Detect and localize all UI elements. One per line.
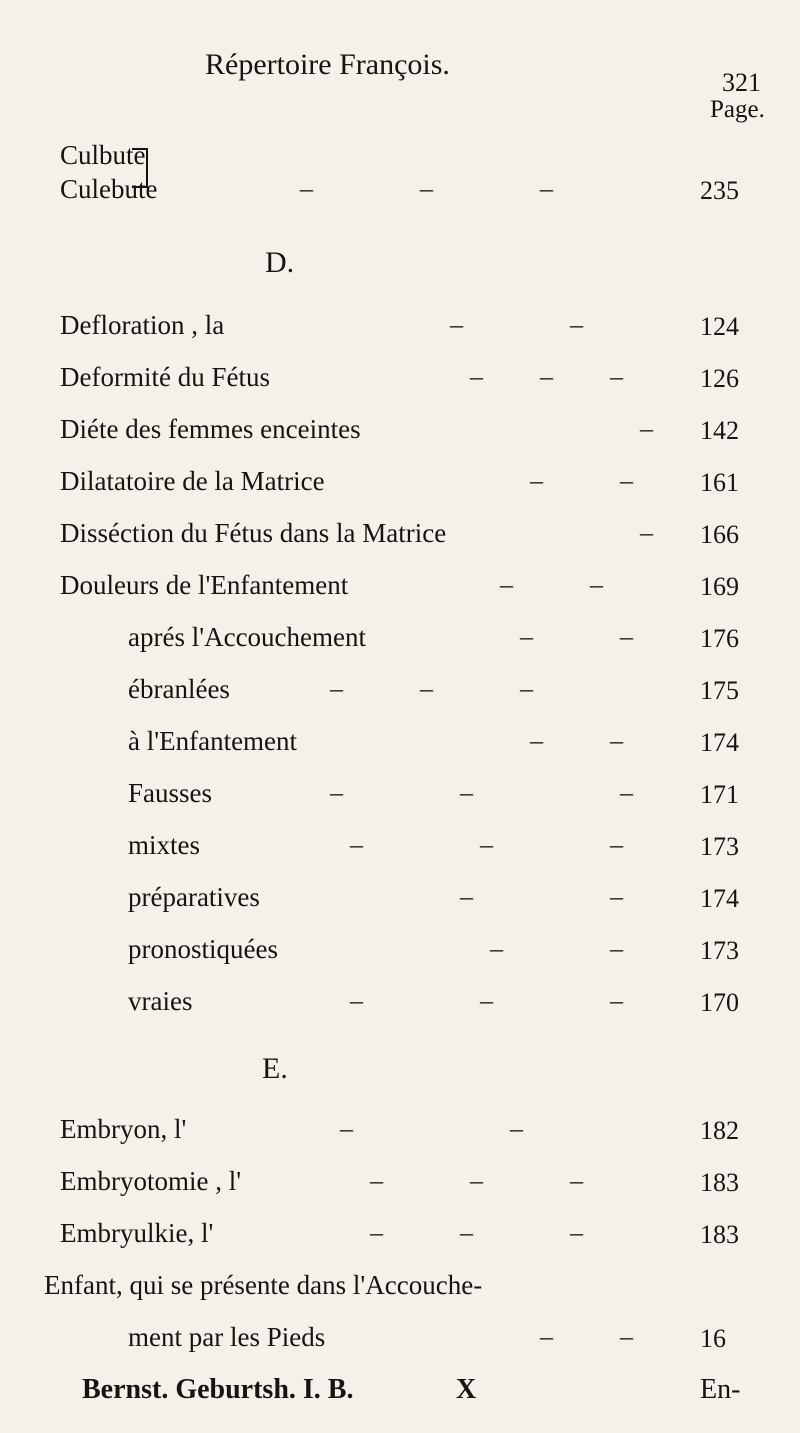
- leader-dash: –: [370, 1166, 383, 1195]
- leader-dash: –: [520, 674, 533, 703]
- page-ref: 126: [700, 364, 739, 393]
- leader-dash: –: [610, 882, 623, 911]
- leader-dash: –: [510, 1114, 523, 1143]
- index-entry: Disséction du Fétus dans la Matrice: [60, 518, 447, 548]
- leader-dash: –: [500, 570, 513, 599]
- leader-dash: –: [620, 778, 633, 807]
- leader-dash: –: [610, 986, 623, 1015]
- leader-dash: –: [490, 934, 503, 963]
- leader-dash: –: [530, 726, 543, 755]
- leader-dash: –: [480, 830, 493, 859]
- index-entry: Defloration , la: [60, 310, 225, 340]
- leader-dash: –: [420, 674, 433, 703]
- index-entry: Enfant, qui se présente dans l'Accouche-: [44, 1270, 483, 1300]
- leader-dash: –: [610, 362, 623, 391]
- index-entry: Diéte des femmes enceintes: [60, 414, 361, 444]
- index-subentry: aprés l'Accouchement: [128, 622, 367, 652]
- leader-dash: –: [610, 726, 623, 755]
- leader-dash: –: [350, 986, 363, 1015]
- index-subentry: vraies: [128, 986, 193, 1016]
- index-entry-continuation: ment par les Pieds: [128, 1322, 326, 1352]
- index-entry: Embryotomie , l': [60, 1166, 242, 1196]
- index-subentry: préparatives: [128, 882, 260, 912]
- leader-dash: –: [590, 570, 603, 599]
- page-ref: 169: [700, 572, 739, 601]
- leader-dash: –: [530, 466, 543, 495]
- page-ref: 142: [700, 416, 739, 445]
- leader-dash: –: [330, 674, 343, 703]
- index-entry: Dilatatoire de la Matrice: [60, 466, 325, 496]
- page-ref: 183: [700, 1168, 739, 1197]
- leader-dash: –: [540, 362, 553, 391]
- leader-dash: –: [470, 1166, 483, 1195]
- index-subentry: à l'Enfantement: [128, 726, 298, 756]
- leader-dash: –: [610, 830, 623, 859]
- leader-dash: –: [620, 466, 633, 495]
- section-letter-d: D.: [265, 246, 295, 279]
- leader-dash: –: [460, 778, 473, 807]
- page-ref: 124: [700, 312, 739, 341]
- page-ref: 182: [700, 1116, 739, 1145]
- leader-dash: –: [570, 1166, 583, 1195]
- index-entry: Embryulkie, l': [60, 1218, 214, 1248]
- index-subentry: mixtes: [128, 830, 200, 860]
- leader-dash: –: [350, 830, 363, 859]
- leader-dash: –: [460, 882, 473, 911]
- leader-dash: –: [450, 310, 463, 339]
- leader-dash: –: [330, 778, 343, 807]
- page-ref: 161: [700, 468, 739, 497]
- page-ref: 166: [700, 520, 739, 549]
- leader-dash: –: [520, 622, 533, 651]
- index-entry: Deformité du Fétus: [60, 362, 270, 392]
- page-ref: 170: [700, 988, 739, 1017]
- page-number: 321: [722, 68, 761, 97]
- running-title: Répertoire François.: [205, 48, 450, 81]
- index-entry: Culebute: [60, 174, 158, 204]
- index-subentry: Fausses: [128, 778, 213, 808]
- leader-dash: –: [300, 174, 313, 203]
- index-subentry: ébranlées: [128, 674, 230, 704]
- leader-dash: –: [640, 414, 653, 443]
- page-ref: 175: [700, 676, 739, 705]
- page-ref: 171: [700, 780, 739, 809]
- page-ref: 173: [700, 936, 739, 965]
- leader-dash: –: [570, 310, 583, 339]
- page-ref: 183: [700, 1220, 739, 1249]
- index-entry: Culbute: [60, 140, 146, 170]
- leader-dash: –: [620, 622, 633, 651]
- page-ref: 16: [700, 1324, 726, 1353]
- leader-dash: –: [470, 362, 483, 391]
- catchword: En-: [700, 1374, 741, 1405]
- leader-dash: –: [540, 174, 553, 203]
- leader-dash: –: [610, 934, 623, 963]
- leader-dash: –: [640, 518, 653, 547]
- leader-dash: –: [460, 1218, 473, 1247]
- page-ref: 174: [700, 884, 739, 913]
- page-ref: 173: [700, 832, 739, 861]
- index-entry: Embryon, l': [60, 1114, 187, 1144]
- leader-dash: –: [370, 1218, 383, 1247]
- leader-dash: –: [340, 1114, 353, 1143]
- index-subentry: pronostiquées: [128, 934, 278, 964]
- index-entry: Douleurs de l'Enfantement: [60, 570, 349, 600]
- page-ref: 174: [700, 728, 739, 757]
- page-column-label: Page.: [710, 96, 765, 123]
- leader-dash: –: [480, 986, 493, 1015]
- leader-dash: –: [570, 1218, 583, 1247]
- section-letter-e: E.: [262, 1052, 288, 1085]
- library-stamp: Bernst. Geburtsh. I. B.: [82, 1374, 354, 1405]
- page-ref: 235: [700, 176, 739, 205]
- leader-dash: –: [620, 1322, 633, 1351]
- signature-mark: X: [456, 1374, 477, 1405]
- leader-dash: –: [540, 1322, 553, 1351]
- page-ref: 176: [700, 624, 739, 653]
- leader-dash: –: [420, 174, 433, 203]
- grouping-brace: [132, 148, 148, 188]
